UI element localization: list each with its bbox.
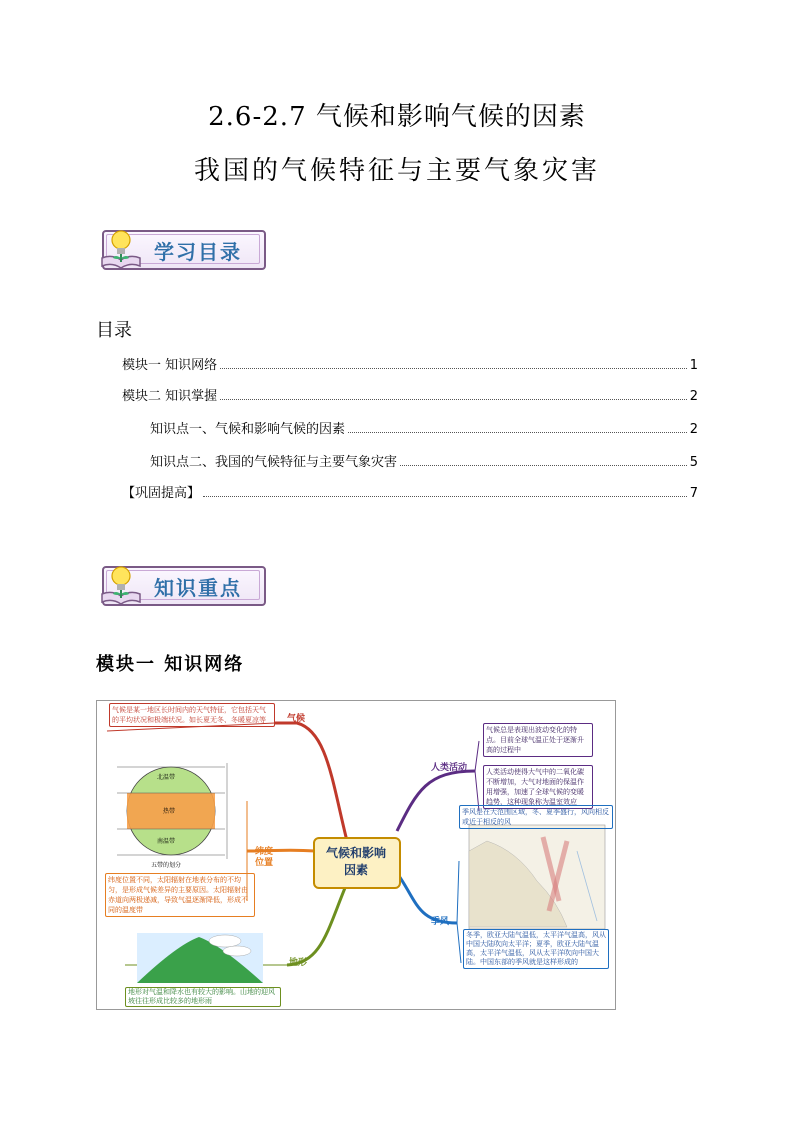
zone-north-temperate: 北温带 [157, 774, 176, 781]
lightbulb-book-icon [96, 224, 146, 272]
toc-item[interactable] [122, 354, 698, 373]
toc-item[interactable] [150, 451, 698, 470]
mindmap-figure [96, 700, 616, 1010]
center-label: 气候和影响因素 [325, 846, 386, 877]
toc-item-label: 知识点一、气候和影响气候的因素 [150, 422, 346, 437]
toc-item-page: 1 [689, 358, 698, 373]
branch-latitude[interactable]: 纬度位置 [255, 847, 274, 868]
branch-terrain[interactable]: 地形 [289, 958, 308, 968]
branch-climate[interactable]: 气候 [287, 714, 306, 724]
toc-item-page: 2 [689, 389, 698, 404]
note-monsoon-1: 季风是在大范围区域，冬、夏季盛行，风向相反或近于相反的风 [459, 805, 613, 829]
terrain-diagram [137, 933, 263, 983]
page-title: 2.6-2.7 气候和影响气候的因素 [208, 102, 586, 132]
note-latitude: 纬度位置不同，太阳辐射在地表分布的不均匀，是形成气候差异的主要原因。太阳辐射由赤道向两极递减，导致气温逐渐降低，形成不同的温度带 [105, 873, 255, 917]
note-terrain: 地形对气温和降水也有较大的影响。山地的迎风坡往往形成比较多的地形雨 [125, 987, 281, 1007]
banner-toc-label: 学习目录 [154, 240, 242, 264]
toc-item-label: 知识点二、我国的气候特征与主要气象灾害 [150, 455, 398, 470]
toc-item-label: 模块一 知识网络 [122, 358, 218, 373]
toc-item[interactable] [122, 482, 698, 501]
toc-item-page: 7 [689, 486, 698, 501]
note-human-2: 人类活动使得大气中的二氧化碳不断增加，大气对地面的保温作用增强，加速了全球气候的变暖趋势，这种现象称为温室效应 [483, 765, 593, 809]
banner-key-label: 知识重点 [154, 576, 242, 600]
banner-key [96, 562, 268, 606]
branch-monsoon-line [397, 873, 457, 923]
zone-south-temperate: 南温带 [157, 838, 176, 845]
page-subtitle: 我国的气候特征与主要气象灾害 [193, 156, 600, 186]
branch-monsoon[interactable]: 季风 [431, 917, 450, 927]
toc-heading: 目录 [96, 320, 132, 341]
mindmap-center-node[interactable] [313, 837, 401, 889]
monsoon-map [469, 825, 605, 929]
branch-terrain-line [287, 883, 347, 965]
note-human-1: 气候总是表现出波动变化的特点。目前全球气温正处于逐渐升高的过程中 [483, 723, 593, 757]
toc-item-label: 模块二 知识掌握 [122, 389, 218, 404]
toc-item-page: 5 [689, 455, 698, 470]
toc-item[interactable] [122, 385, 698, 404]
zone-caption: 五带的划分 [151, 862, 182, 869]
branch-climate-line [275, 723, 347, 841]
toc-item[interactable] [150, 418, 698, 437]
note-climate: 气候是某一地区长时间内的天气特征，它包括天气的平均状况和极端状况。如长夏无冬、冬暖夏凉等 [109, 703, 275, 727]
note-monsoon-2: 冬季，欧亚大陆气温低，太平洋气温高，风从中国大陆吹向太平洋；夏季，欧亚大陆气温高，太平洋气温低，风从太平洋吹向中国大陆。中国东部的季风就是这样形成的 [463, 929, 609, 969]
toc-item-page: 2 [689, 422, 698, 437]
zone-tropical: 热带 [163, 808, 176, 815]
lightbulb-book-icon [96, 560, 146, 608]
branch-human[interactable]: 人类活动 [431, 763, 468, 773]
banner-toc [96, 226, 268, 270]
section-title: 模块一 知识网络 [96, 654, 245, 675]
toc-item-label: 【巩固提高】 [122, 486, 201, 501]
